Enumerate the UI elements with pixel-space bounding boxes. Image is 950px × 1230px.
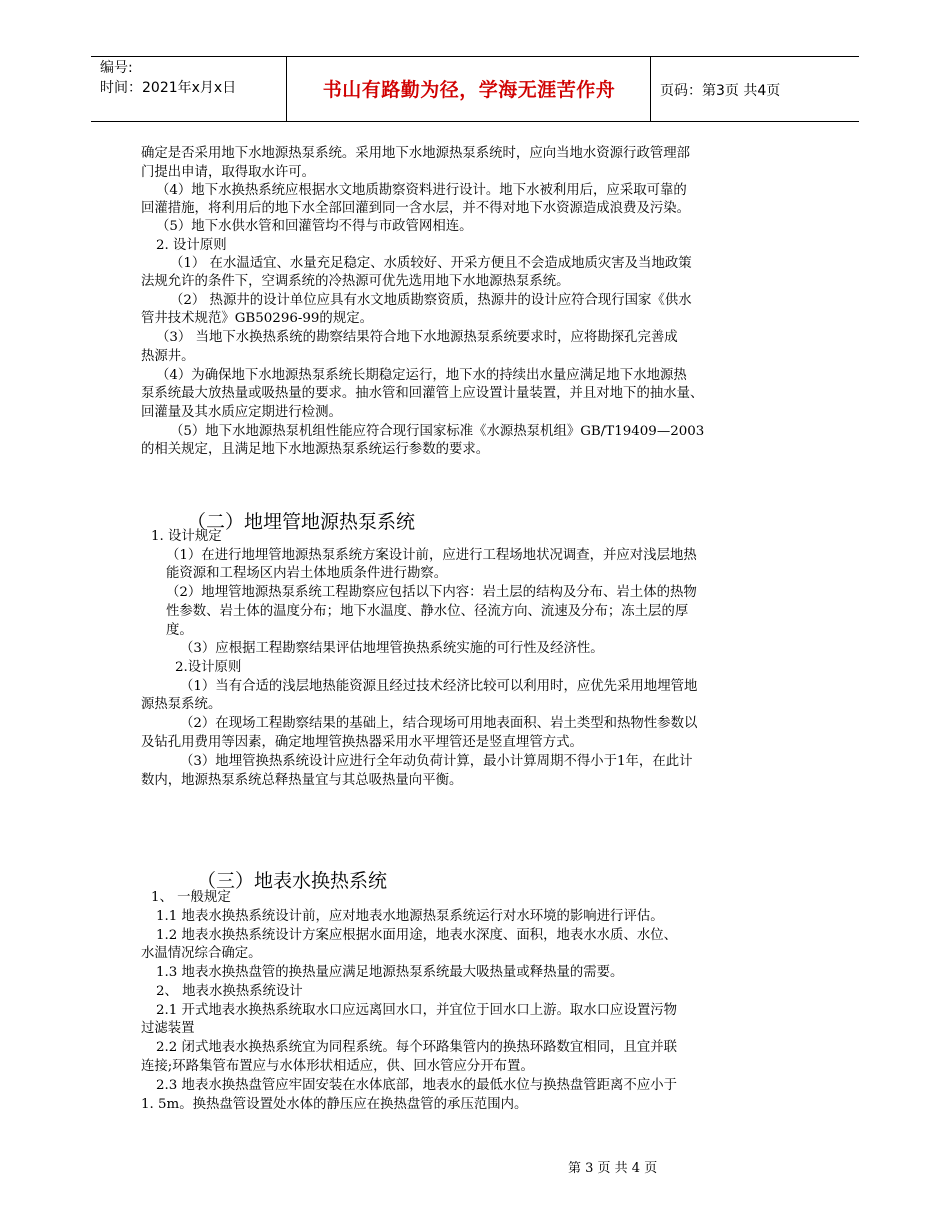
body-line: 2、 地表水换热系统设计 <box>156 984 303 999</box>
body-line: 连接;环路集管布置应与水体形状相适应，供、回水管应分开布置。 <box>141 1059 534 1074</box>
body-line: 1.1 地表水换热系统设计前，应对地表水地源热泵系统运行对水环境的影响进行评估。 <box>156 909 664 924</box>
body-line: （1） 在水温适宜、水量充足稳定、水质较好、开采方便且不会造成地质灾害及当地政策 <box>170 256 692 271</box>
body-line: 2.3 地表水换热盘管应牢固安装在水体底部，地表水的最低水位与换热盘管距离不应小于 <box>156 1078 678 1093</box>
section-heading: （三）地表水换热系统 <box>197 870 388 892</box>
body-line: 热源井。 <box>141 349 195 364</box>
header-page-info: 页码：第3页 共4页 <box>660 83 781 99</box>
body-line: 回灌量及其水质应定期进行检测。 <box>141 405 342 420</box>
header-bottom-rule <box>91 121 859 122</box>
header-time-label: 时间：2021年x月x日 <box>100 80 237 96</box>
body-line: 源热泵系统。 <box>141 697 222 712</box>
body-line: （4）为确保地下水地源热泵系统长期稳定运行，地下水的持续出水量应满足地下水地源热 <box>156 368 687 383</box>
body-line: 2.2 闭式地表水换热系统宜为同程系统。每个环路集管内的换热环路数宜相同，且宜并联 <box>156 1040 678 1055</box>
header-divider-right <box>650 56 651 122</box>
body-line: 泵系统最大放热量或吸热量的要求。抽水管和回灌管上应设置计量装置，并且对地下的抽水量、 <box>141 386 704 401</box>
section-heading: （二）地埋管地源热泵系统 <box>187 511 416 533</box>
body-line: （5）地下水供水管和回灌管均不得与市政管网相连。 <box>156 219 473 234</box>
body-line: 及钻孔用费用等因素，确定地埋管换热器采用水平埋管还是竖直埋管方式。 <box>141 735 583 750</box>
body-line: （2）地埋管地源热泵系统工程勘察应包括以下内容：岩土层的结构及分布、岩土体的热物 <box>166 585 697 600</box>
body-line: （4）地下水换热系统应根据水文地质勘察资料进行设计。地下水被利用后，应采取可靠的 <box>156 183 687 198</box>
body-line: （3） 当地下水换热系统的勘察结果符合地下水地源热泵系统要求时，应将勘探孔完善成 <box>156 330 678 345</box>
header-number-label: 编号: <box>100 60 133 76</box>
body-line: （2） 热源井的设计单位应具有水文地质勘察资质，热源井的设计应符合现行国家《供水 <box>170 293 692 308</box>
header-top-rule <box>91 56 859 57</box>
body-line: 数内，地源热泵系统总释热量宜与其总吸热量向平衡。 <box>141 773 463 788</box>
body-line: （2）在现场工程勘察结果的基础上，结合现场可用地表面积、岩土类型和热物性参数以 <box>180 716 698 731</box>
body-line: （1）当有合适的浅层地热能资源且经过技术经济比较可以利用时，应优先采用地埋管地 <box>180 679 698 694</box>
body-line: （5）地下水地源热泵机组性能应符合现行国家标准《水源热泵机组》GB/T19409—2003 <box>170 424 705 439</box>
body-line: 水温情况综合确定。 <box>141 946 262 961</box>
body-line: 2.设计原则 <box>175 660 242 675</box>
body-line: 1. 设计规定 <box>151 529 222 544</box>
header-motto: 书山有路勤为径，学海无涯苦作舟 <box>322 79 616 101</box>
header-divider-left <box>286 56 287 122</box>
body-line: 2.1 开式地表水换热系统取水口应远离回水口，并宜位于回水口上游。取水口应设置污物 <box>156 1003 678 1018</box>
header-meta <box>100 58 236 98</box>
body-line: 门提出申请，取得取水许可。 <box>141 165 316 180</box>
body-line: 确定是否采用地下水地源热泵系统。采用地下水地源热泵系统时，应向当地水资源行政管理部 <box>141 146 691 161</box>
body-line: （1）在进行地埋管地源热泵系统方案设计前，应进行工程场地状况调查，并应对浅层地热 <box>166 548 697 563</box>
body-line: 1.2 地表水换热系统设计方案应根据水面用途，地表水深度、面积，地表水水质、水位、 <box>156 928 678 943</box>
body-line: 1. 5m。换热盘管设置处水体的静压应在换热盘管的承压范围内。 <box>141 1097 528 1112</box>
body-line: 管井技术规范》GB50296-99的规定。 <box>141 311 373 326</box>
body-line: （3）应根据工程勘察结果评估地埋管换热系统实施的可行性及经济性。 <box>180 641 604 656</box>
body-line: 过滤装置 <box>141 1021 195 1036</box>
page-footer: 第 3 页 共 4 页 <box>568 1161 658 1176</box>
body-line: 2. 设计原则 <box>156 238 227 253</box>
body-line: 1、 一般规定 <box>151 890 231 905</box>
body-line: 能资源和工程场区内岩土体地质条件进行勘察。 <box>166 566 448 581</box>
body-line: 性参数、岩土体的温度分布；地下水温度、静水位、径流方向、流速及分布；冻土层的厚 <box>166 604 689 619</box>
body-line: 的相关规定，且满足地下水地源热泵系统运行参数的要求。 <box>141 442 490 457</box>
body-line: 度。 <box>166 623 193 638</box>
body-line: （3）地埋管换热系统设计应进行全年动负荷计算，最小计算周期不得小于1年，在此计 <box>180 754 693 769</box>
body-line: 回灌措施，将利用后的地下水全部回灌到同一含水层，并不得对地下水资源造成浪费及污染。 <box>141 201 691 216</box>
body-line: 1.3 地表水换热盘管的换热量应满足地源热泵系统最大吸热量或释热量的需要。 <box>156 965 624 980</box>
body-line: 法规允许的条件下，空调系统的冷热源可优先选用地下水地源热泵系统。 <box>141 274 570 289</box>
